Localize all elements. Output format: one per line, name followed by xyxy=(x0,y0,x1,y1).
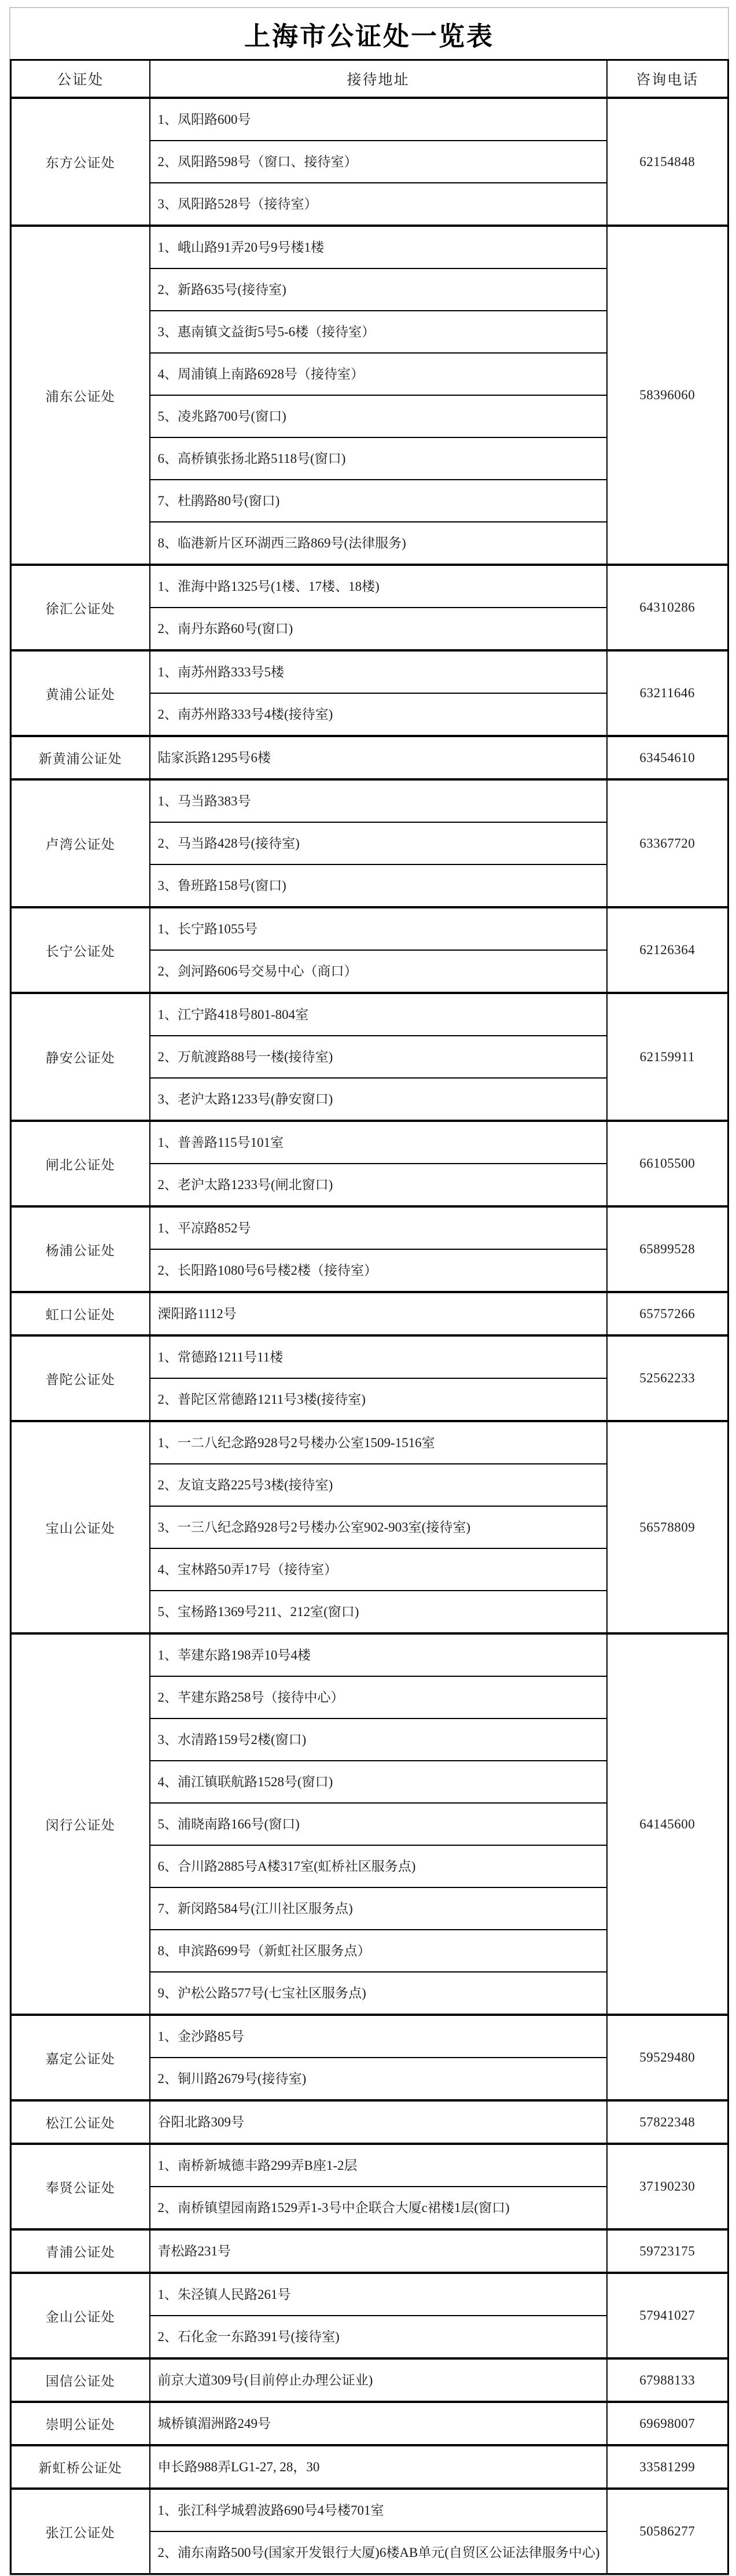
office-cell: 松江公证处 xyxy=(11,2100,150,2144)
office-cell: 普陀公证处 xyxy=(11,1335,150,1421)
office-cell: 闸北公证处 xyxy=(11,1121,150,1206)
address-cell: 1、淮海中路1325号(1楼、17楼、18楼) xyxy=(150,565,607,608)
phone-cell: 66105500 xyxy=(607,1121,728,1206)
notary-table xyxy=(10,59,729,2575)
address-cell: 1、长宁路1055号 xyxy=(150,907,607,950)
address-cell: 2、剑河路606号交易中心（商口） xyxy=(150,950,607,993)
office-cell: 国信公证处 xyxy=(11,2358,150,2402)
address-cell: 4、浦江镇联航路1528号(窗口) xyxy=(150,1761,607,1803)
address-cell: 2、石化金一东路391号(接待室) xyxy=(150,2316,607,2358)
office-cell: 新黄浦公证处 xyxy=(11,736,150,779)
address-cell: 1、一二八纪念路928号2号楼办公室1509-1516室 xyxy=(150,1421,607,1464)
phone-cell: 62154848 xyxy=(607,98,728,226)
phone-cell: 65757266 xyxy=(607,1292,728,1335)
table-row xyxy=(11,2358,728,2402)
address-cell: 城桥镇湄洲路249号 xyxy=(150,2402,607,2445)
address-cell: 前京大道309号(目前停止办理公证业) xyxy=(150,2358,607,2402)
address-cell: 2、南丹东路60号(窗口) xyxy=(150,608,607,650)
address-cell: 1、江宁路418号801-804室 xyxy=(150,993,607,1036)
table-row xyxy=(11,779,728,822)
office-cell: 奉贤公证处 xyxy=(11,2144,150,2229)
title-block xyxy=(10,8,728,59)
phone-cell: 58396060 xyxy=(607,226,728,565)
table-body xyxy=(11,98,728,2574)
address-cell: 4、宝林路50弄17号（接待室） xyxy=(150,1548,607,1591)
office-cell: 东方公证处 xyxy=(11,98,150,226)
office-cell: 青浦公证处 xyxy=(11,2229,150,2273)
phone-cell: 64310286 xyxy=(607,565,728,650)
table-row xyxy=(11,2144,728,2187)
phone-cell: 59723175 xyxy=(607,2229,728,2273)
phone-cell: 56578809 xyxy=(607,1421,728,1633)
table-row xyxy=(11,565,728,608)
address-cell: 2、新路635号(接待室) xyxy=(150,268,607,311)
table-row xyxy=(11,1633,728,1676)
office-cell: 卢湾公证处 xyxy=(11,779,150,907)
address-cell: 2、凤阳路598号（窗口、接待室） xyxy=(150,141,607,183)
table-row xyxy=(11,1335,728,1378)
office-cell: 静安公证处 xyxy=(11,993,150,1121)
address-cell: 5、宝杨路1369号211、212室(窗口) xyxy=(150,1591,607,1633)
address-cell: 3、老沪太路1233号(静安窗口) xyxy=(150,1078,607,1121)
table-row xyxy=(11,2229,728,2273)
phone-cell: 67988133 xyxy=(607,2358,728,2402)
office-cell: 徐汇公证处 xyxy=(11,565,150,650)
address-cell: 1、南苏州路333号5楼 xyxy=(150,650,607,693)
address-cell: 2、长阳路1080号6号楼2楼（接待室） xyxy=(150,1249,607,1292)
address-cell: 1、朱泾镇人民路261号 xyxy=(150,2273,607,2316)
address-cell: 3、鲁班路158号(窗口) xyxy=(150,864,607,907)
office-cell: 新虹桥公证处 xyxy=(11,2445,150,2489)
page-title: 上海市公证处一览表 xyxy=(244,21,494,51)
address-cell: 2、铜川路2679号(接待室) xyxy=(150,2058,607,2100)
header-row xyxy=(11,60,728,98)
office-cell: 嘉定公证处 xyxy=(11,2015,150,2100)
office-cell: 宝山公证处 xyxy=(11,1421,150,1633)
phone-cell: 59529480 xyxy=(607,2015,728,2100)
phone-cell: 62126364 xyxy=(607,907,728,993)
table-row xyxy=(11,2273,728,2316)
address-cell: 7、新闵路584号(江川社区服务点) xyxy=(150,1887,607,1930)
address-cell: 2、友谊支路225号3楼(接待室) xyxy=(150,1464,607,1506)
address-cell: 8、临港新片区环湖西三路869号(法律服务) xyxy=(150,522,607,565)
address-cell: 1、峨山路91弄20号9号楼1楼 xyxy=(150,226,607,268)
address-cell: 申长路988弄LG1-27, 28，30 xyxy=(150,2445,607,2489)
table-row xyxy=(11,226,728,268)
table-row xyxy=(11,2015,728,2058)
header-phone: 咨询电话 xyxy=(607,60,728,98)
address-cell: 1、马当路383号 xyxy=(150,779,607,822)
table-row xyxy=(11,2402,728,2445)
address-cell: 1、平凉路852号 xyxy=(150,1206,607,1249)
address-cell: 青松路231号 xyxy=(150,2229,607,2273)
address-cell: 2、老沪太路1233号(闸北窗口) xyxy=(150,1164,607,1206)
address-cell: 1、南桥新城德丰路299弄B座1-2层 xyxy=(150,2144,607,2187)
phone-cell: 33581299 xyxy=(607,2445,728,2489)
office-cell: 杨浦公证处 xyxy=(11,1206,150,1292)
address-cell: 1、普善路115号101室 xyxy=(150,1121,607,1164)
table-row xyxy=(11,1121,728,1164)
office-cell: 金山公证处 xyxy=(11,2273,150,2358)
address-cell: 8、申滨路699号（新虹社区服务点） xyxy=(150,1930,607,1972)
address-cell: 3、惠南镇文益街5号5-6楼（接待室） xyxy=(150,311,607,353)
address-cell: 2、马当路428号(接待室) xyxy=(150,822,607,864)
table-row xyxy=(11,1421,728,1464)
phone-cell: 52562233 xyxy=(607,1335,728,1421)
phone-cell: 63454610 xyxy=(607,736,728,779)
table-row xyxy=(11,736,728,779)
address-cell: 2、浦东南路500号(国家开发银行大厦)6楼AB单元(自贸区公证法律服务中心) xyxy=(150,2531,607,2574)
address-cell: 3、凤阳路528号（接待室） xyxy=(150,183,607,226)
office-cell: 长宁公证处 xyxy=(11,907,150,993)
office-cell: 浦东公证处 xyxy=(11,226,150,565)
phone-cell: 69698007 xyxy=(607,2402,728,2445)
phone-cell: 57941027 xyxy=(607,2273,728,2358)
table-row xyxy=(11,98,728,141)
table-row xyxy=(11,650,728,693)
phone-cell: 50586277 xyxy=(607,2489,728,2574)
office-cell: 黄浦公证处 xyxy=(11,650,150,736)
office-cell: 虹口公证处 xyxy=(11,1292,150,1335)
address-cell: 2、南桥镇望园南路1529弄1-3号中企联合大厦c裙楼1层(窗口) xyxy=(150,2187,607,2229)
table-header xyxy=(11,60,728,98)
address-cell: 溧阳路1112号 xyxy=(150,1292,607,1335)
address-cell: 2、南苏州路333号4楼(接待室) xyxy=(150,693,607,736)
table-row xyxy=(11,993,728,1036)
address-cell: 6、高桥镇张扬北路5118号(窗口) xyxy=(150,437,607,480)
table-row xyxy=(11,2445,728,2489)
office-cell: 张江公证处 xyxy=(11,2489,150,2574)
phone-cell: 64145600 xyxy=(607,1633,728,2015)
address-cell: 2、芊建东路258号（接待中心） xyxy=(150,1676,607,1718)
table-row xyxy=(11,1206,728,1249)
notary-sheet xyxy=(9,7,729,2576)
address-cell: 1、张江科学城碧波路690号4号楼701室 xyxy=(150,2489,607,2531)
address-cell: 陆家浜路1295号6楼 xyxy=(150,736,607,779)
phone-cell: 57822348 xyxy=(607,2100,728,2144)
address-cell: 2、普陀区常德路1211号3楼(接待室) xyxy=(150,1378,607,1421)
phone-cell: 63211646 xyxy=(607,650,728,736)
phone-cell: 65899528 xyxy=(607,1206,728,1292)
address-cell: 2、万航渡路88号一楼(接待室) xyxy=(150,1036,607,1078)
address-cell: 谷阳北路309号 xyxy=(150,2100,607,2144)
address-cell: 5、浦晓南路166号(窗口) xyxy=(150,1803,607,1845)
table-row xyxy=(11,907,728,950)
phone-cell: 63367720 xyxy=(607,779,728,907)
phone-cell: 37190230 xyxy=(607,2144,728,2229)
address-cell: 1、凤阳路600号 xyxy=(150,98,607,141)
address-cell: 1、莘建东路198弄10号4楼 xyxy=(150,1633,607,1676)
address-cell: 7、杜鹃路80号(窗口) xyxy=(150,480,607,522)
address-cell: 4、周浦镇上南路6928号（接待室） xyxy=(150,353,607,395)
table-row xyxy=(11,2489,728,2531)
address-cell: 6、合川路2885号A楼317室(虹桥社区服务点) xyxy=(150,1845,607,1887)
address-cell: 1、金沙路85号 xyxy=(150,2015,607,2058)
header-office: 公证处 xyxy=(11,60,150,98)
address-cell: 1、常德路1211号11楼 xyxy=(150,1335,607,1378)
address-cell: 3、一三八纪念路928号2号楼办公室902-903室(接待室) xyxy=(150,1506,607,1548)
address-cell: 9、沪松公路577号(七宝社区服务点) xyxy=(150,1972,607,2015)
office-cell: 崇明公证处 xyxy=(11,2402,150,2445)
header-address: 接待地址 xyxy=(150,60,607,98)
phone-cell: 62159911 xyxy=(607,993,728,1121)
table-row xyxy=(11,1292,728,1335)
address-cell: 3、水清路159号2楼(窗口) xyxy=(150,1718,607,1761)
address-cell: 5、凌兆路700号(窗口) xyxy=(150,395,607,437)
table-row xyxy=(11,2100,728,2144)
office-cell: 闵行公证处 xyxy=(11,1633,150,2015)
